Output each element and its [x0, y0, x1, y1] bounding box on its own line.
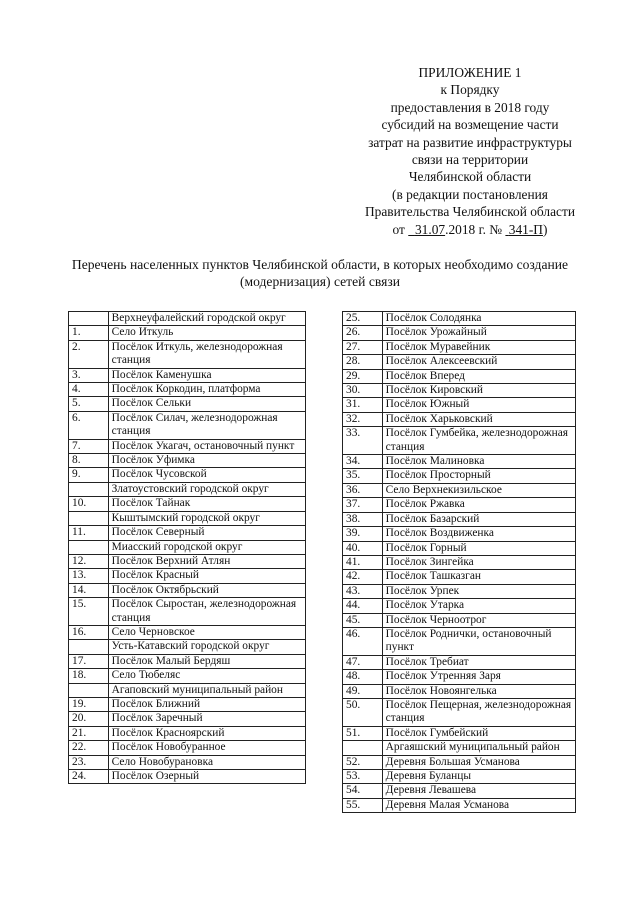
settlement-name: Деревня Большая Усманова [382, 755, 575, 769]
row-number: 30. [343, 384, 383, 398]
row-number: 43. [343, 584, 383, 598]
district-header-row [343, 741, 576, 755]
table-row [69, 526, 306, 540]
table-row [343, 355, 576, 369]
row-number [69, 683, 109, 697]
district-name: Миасский городской округ [108, 540, 305, 554]
table-row [343, 483, 576, 497]
row-number: 8. [69, 454, 109, 468]
row-number: 50. [343, 698, 383, 726]
settlement-name: Посёлок Ржавка [382, 498, 575, 512]
appendix-header [350, 64, 590, 238]
settlement-name: Посёлок Алексеевский [382, 355, 575, 369]
settlement-name: Посёлок Зингейка [382, 555, 575, 569]
settlement-name: Посёлок Коркодин, платформа [108, 383, 305, 397]
row-number: 29. [343, 369, 383, 383]
row-number: 6. [69, 411, 109, 439]
table-row [69, 468, 306, 482]
table-row [343, 312, 576, 326]
settlements-table-right [342, 311, 576, 813]
settlement-name: Посёлок Красный [108, 569, 305, 583]
district-header-row [69, 482, 306, 496]
row-number: 46. [343, 627, 383, 655]
settlement-name: Село Новобурановка [108, 755, 305, 769]
settlement-name: Посёлок Харьковский [382, 412, 575, 426]
table-row [69, 712, 306, 726]
row-number: 22. [69, 741, 109, 755]
row-number [343, 741, 383, 755]
table-row [69, 454, 306, 468]
row-number [69, 482, 109, 496]
settlement-name: Посёлок Базарский [382, 512, 575, 526]
row-number: 24. [69, 770, 109, 784]
table-row [343, 570, 576, 584]
table-row [69, 654, 306, 668]
settlement-name: Деревня Левашева [382, 784, 575, 798]
settlement-name: Посёлок Горный [382, 541, 575, 555]
row-number: 27. [343, 340, 383, 354]
table-row [343, 670, 576, 684]
settlement-name: Посёлок Черноотрог [382, 613, 575, 627]
settlement-name: Село Тюбеляс [108, 669, 305, 683]
table-row [343, 770, 576, 784]
district-name: Златоустовский городской округ [108, 482, 305, 496]
row-number: 55. [343, 798, 383, 812]
settlement-name: Посёлок Новоянгелька [382, 684, 575, 698]
table-row [69, 368, 306, 382]
year-suffix: .2018 г. № [445, 221, 503, 237]
settlement-name: Посёлок Заречный [108, 712, 305, 726]
settlement-name: Посёлок Утарка [382, 599, 575, 613]
row-number: 20. [69, 712, 109, 726]
settlement-name: Посёлок Озерный [108, 770, 305, 784]
header-line: Челябинской области [408, 169, 532, 185]
table-row [343, 684, 576, 698]
table-row [343, 527, 576, 541]
table-row [343, 469, 576, 483]
settlement-name: Посёлок Кировский [382, 384, 575, 398]
table-row [69, 397, 306, 411]
settlement-name: Посёлок Каменушка [108, 368, 305, 382]
table-row [343, 599, 576, 613]
table-row [343, 427, 576, 455]
header-line: связи на территории [411, 152, 529, 168]
header-line: затрат на развитие инфраструктуры [368, 134, 572, 150]
header-line: Правительства Челябинской области [365, 204, 575, 220]
date-prefix: от [392, 221, 405, 237]
row-number: 39. [343, 527, 383, 541]
row-number: 28. [343, 355, 383, 369]
row-number: 54. [343, 784, 383, 798]
row-number: 3. [69, 368, 109, 382]
row-number: 47. [343, 655, 383, 669]
settlement-name: Посёлок Роднички, остановочный пункт [382, 627, 575, 655]
table-row [69, 340, 306, 368]
district-name: Верхнеуфалейский городской округ [108, 312, 305, 326]
table-row [343, 655, 576, 669]
settlement-name: Село Черновское [108, 625, 305, 639]
settlement-name: Посёлок Малиновка [382, 455, 575, 469]
row-number: 32. [343, 412, 383, 426]
settlement-name: Деревня Буланцы [382, 770, 575, 784]
settlement-name: Село Верхнекизильское [382, 483, 575, 497]
row-number [69, 511, 109, 525]
settlement-name: Посёлок Урожайный [382, 326, 575, 340]
row-number: 37. [343, 498, 383, 512]
row-number: 12. [69, 554, 109, 568]
row-number: 5. [69, 397, 109, 411]
header-line: (в редакции постановления [392, 186, 548, 202]
settlement-name: Посёлок Северный [108, 526, 305, 540]
district-name: Кыштымский городской округ [108, 511, 305, 525]
settlement-name: Посёлок Вперед [382, 369, 575, 383]
row-number: 18. [69, 669, 109, 683]
table-row [343, 455, 576, 469]
settlement-name: Посёлок Ближний [108, 697, 305, 711]
decree-date: 31.07 [414, 221, 446, 237]
row-number: 52. [343, 755, 383, 769]
settlement-name: Село Иткуль [108, 326, 305, 340]
table-row [343, 555, 576, 569]
district-header-row [69, 540, 306, 554]
table-row [69, 741, 306, 755]
district-name: Аргаяшский муниципальный район [382, 741, 575, 755]
row-number: 40. [343, 541, 383, 555]
table-row [69, 726, 306, 740]
settlement-name: Посёлок Южный [382, 398, 575, 412]
table-row [69, 439, 306, 453]
row-number: 7. [69, 439, 109, 453]
row-number: 51. [343, 726, 383, 740]
settlement-name: Посёлок Утренняя Заря [382, 670, 575, 684]
decree-number: 341-П [508, 221, 543, 237]
settlement-name: Посёлок Уфимка [108, 454, 305, 468]
table-row [343, 369, 576, 383]
settlement-name: Посёлок Тайнак [108, 497, 305, 511]
table-row [69, 411, 306, 439]
row-number: 23. [69, 755, 109, 769]
row-number: 48. [343, 670, 383, 684]
settlement-name: Посёлок Верхний Атлян [108, 554, 305, 568]
table-row [343, 340, 576, 354]
close-paren: ) [542, 221, 548, 237]
table-row [343, 798, 576, 812]
settlement-name: Посёлок Октябрьский [108, 583, 305, 597]
settlement-name: Посёлок Малый Бердяш [108, 654, 305, 668]
table-row [343, 613, 576, 627]
table-row [69, 326, 306, 340]
table-row [69, 598, 306, 626]
settlement-name: Посёлок Гумбейка, железнодорожная станция [382, 427, 575, 455]
row-number: 34. [343, 455, 383, 469]
row-number: 1. [69, 326, 109, 340]
row-number: 4. [69, 383, 109, 397]
row-number: 13. [69, 569, 109, 583]
settlement-name: Посёлок Просторный [382, 469, 575, 483]
table-row [69, 755, 306, 769]
table-row [69, 383, 306, 397]
document-heading: Перечень населенных пунктов Челябинской области, в которых необходимо создание (модернизация) сетей связи [71, 257, 569, 289]
settlement-name: Посёлок Воздвиженка [382, 527, 575, 541]
settlements-table-left [68, 311, 306, 784]
row-number: 35. [343, 469, 383, 483]
row-number: 15. [69, 598, 109, 626]
settlement-name: Посёлок Иткуль, железнодорожная станция [108, 340, 305, 368]
district-name: Агаповский муниципальный район [108, 683, 305, 697]
decree-date-line [350, 221, 590, 238]
settlement-name: Посёлок Чусовской [108, 468, 305, 482]
row-number: 36. [343, 483, 383, 497]
district-header-row [69, 511, 306, 525]
table-row [69, 770, 306, 784]
header-line: к Порядку [440, 82, 500, 98]
table-row [69, 583, 306, 597]
table-row [69, 569, 306, 583]
row-number: 45. [343, 613, 383, 627]
table-row [343, 541, 576, 555]
settlement-name: Посёлок Сыростан, железнодорожная станция [108, 598, 305, 626]
row-number: 31. [343, 398, 383, 412]
settlement-name: Посёлок Пещерная, железнодорожная станция [382, 698, 575, 726]
settlement-name: Посёлок Гумбейский [382, 726, 575, 740]
table-row [343, 384, 576, 398]
table-row [343, 326, 576, 340]
row-number: 17. [69, 654, 109, 668]
row-number: 53. [343, 770, 383, 784]
header-line: субсидий на возмещение части [381, 117, 559, 133]
row-number: 38. [343, 512, 383, 526]
settlement-name: Деревня Малая Усманова [382, 798, 575, 812]
settlement-name: Посёлок Требиат [382, 655, 575, 669]
row-number: 49. [343, 684, 383, 698]
table-row [343, 398, 576, 412]
row-number: 25. [343, 312, 383, 326]
row-number: 2. [69, 340, 109, 368]
row-number: 14. [69, 583, 109, 597]
table-row [69, 497, 306, 511]
settlement-name: Посёлок Ташказган [382, 570, 575, 584]
row-number: 9. [69, 468, 109, 482]
table-row [343, 498, 576, 512]
row-number: 16. [69, 625, 109, 639]
table-row [343, 726, 576, 740]
row-number: 10. [69, 497, 109, 511]
settlement-name: Посёлок Укагач, остановочный пункт [108, 439, 305, 453]
table-row [69, 554, 306, 568]
district-header-row [69, 312, 306, 326]
settlement-name: Посёлок Новобуранное [108, 741, 305, 755]
row-number: 44. [343, 599, 383, 613]
row-number [69, 312, 109, 326]
table-row [343, 698, 576, 726]
table-row [343, 627, 576, 655]
district-name: Усть-Катавский городской округ [108, 640, 305, 654]
settlement-name: Посёлок Солодянка [382, 312, 575, 326]
row-number: 21. [69, 726, 109, 740]
settlement-name: Посёлок Урпек [382, 584, 575, 598]
row-number: 33. [343, 427, 383, 455]
district-header-row [69, 640, 306, 654]
settlement-name: Посёлок Силач, железнодорожная станция [108, 411, 305, 439]
district-header-row [69, 683, 306, 697]
row-number: 42. [343, 570, 383, 584]
table-row [69, 697, 306, 711]
settlement-name: Посёлок Красноярский [108, 726, 305, 740]
row-number: 19. [69, 697, 109, 711]
table-row [343, 784, 576, 798]
table-row [343, 412, 576, 426]
row-number: 41. [343, 555, 383, 569]
header-line: предоставления в 2018 году [390, 99, 550, 115]
row-number: 11. [69, 526, 109, 540]
table-row [343, 512, 576, 526]
table-row [69, 625, 306, 639]
table-row [343, 755, 576, 769]
row-number [69, 640, 109, 654]
settlement-name: Посёлок Муравейник [382, 340, 575, 354]
appendix-title: ПРИЛОЖЕНИЕ 1 [418, 65, 522, 80]
row-number [69, 540, 109, 554]
table-row [343, 584, 576, 598]
settlement-name: Посёлок Сельки [108, 397, 305, 411]
table-row [69, 669, 306, 683]
row-number: 26. [343, 326, 383, 340]
